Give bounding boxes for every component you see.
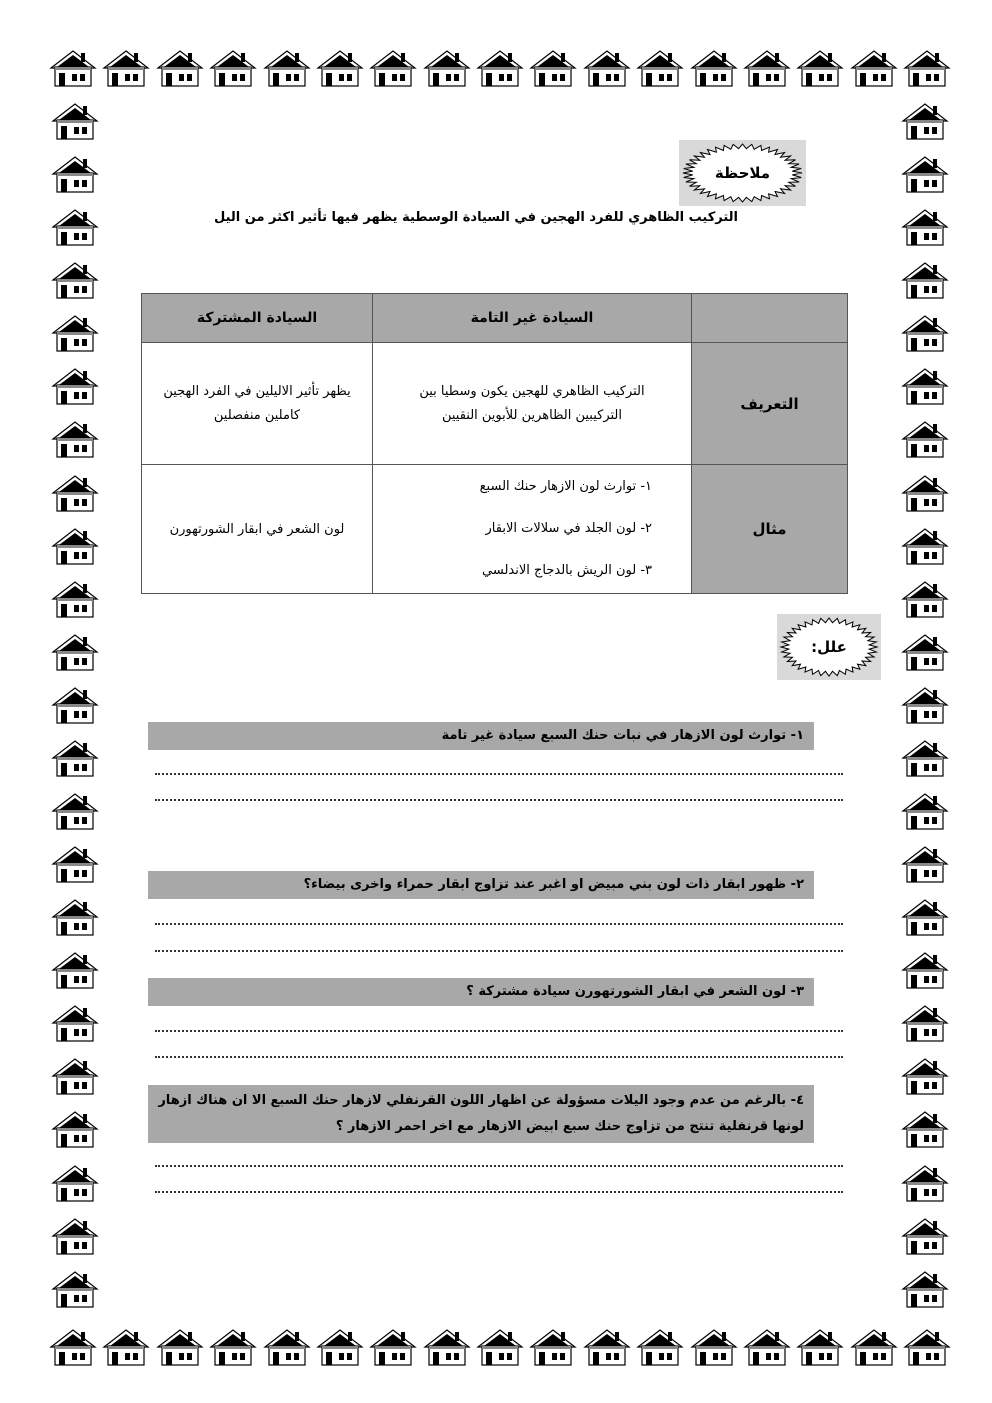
house-icon: [900, 365, 950, 407]
border-top: [48, 47, 952, 89]
house-icon: [900, 949, 950, 991]
house-icon: [50, 1215, 100, 1257]
house-icon: [528, 1326, 578, 1368]
house-icon: [900, 100, 950, 142]
house-icon: [849, 1326, 899, 1368]
house-icon: [900, 472, 950, 514]
house-icon: [50, 896, 100, 938]
answer-line[interactable]: [155, 1191, 843, 1193]
answer-line[interactable]: [155, 1165, 843, 1167]
house-icon: [900, 737, 950, 779]
house-icon: [900, 684, 950, 726]
explain-badge: [777, 614, 881, 680]
definition-codominance: يظهر تأثير الاليلين في الفرد الهجين كاملين منفصلين: [142, 343, 373, 465]
house-icon: [900, 631, 950, 673]
house-icon: [50, 684, 100, 726]
house-icon: [368, 1326, 418, 1368]
note-badge: [679, 140, 806, 206]
answer-line[interactable]: [155, 799, 843, 801]
note-text: التركيب الظاهري للفرد الهجين في السيادة الوسطية يظهر فيها تأثير اكثر من اليل: [214, 210, 738, 225]
house-icon: [50, 1268, 100, 1310]
example-list: [374, 466, 690, 592]
house-icon: [50, 843, 100, 885]
house-icon: [902, 1326, 952, 1368]
house-icon: [48, 1326, 98, 1368]
house-icon: [368, 47, 418, 89]
example-codominance: لون الشعر في ابقار الشورتهورن: [142, 465, 373, 594]
house-icon: [50, 949, 100, 991]
answer-line[interactable]: [155, 773, 843, 775]
house-icon: [582, 1326, 632, 1368]
house-icon: [689, 47, 739, 89]
house-icon: [50, 365, 100, 407]
house-icon: [635, 47, 685, 89]
house-icon: [635, 1326, 685, 1368]
house-icon: [208, 47, 258, 89]
house-icon: [849, 47, 899, 89]
example-row: [142, 465, 848, 594]
house-icon: [900, 1162, 950, 1204]
house-icon: [582, 47, 632, 89]
example-incomplete: [373, 465, 692, 594]
house-icon: [50, 1055, 100, 1097]
border-left: [50, 100, 102, 1310]
border-bottom: [48, 1326, 952, 1368]
house-icon: [50, 578, 100, 620]
definition-label: التعريف: [692, 343, 848, 465]
house-icon: [50, 525, 100, 567]
house-icon: [315, 1326, 365, 1368]
example-label: مثال: [692, 465, 848, 594]
house-icon: [50, 418, 100, 460]
house-icon: [101, 47, 151, 89]
house-icon: [900, 1002, 950, 1044]
house-icon: [50, 1108, 100, 1150]
house-icon: [900, 418, 950, 460]
definition-incomplete: التركيب الظاهري للهجين يكون وسطيا بين التركيبين الظاهرين للأبوين النقيين: [373, 343, 692, 465]
question-1: ١- توارث لون الازهار في نبات حنك السبع سيادة غير تامة: [148, 722, 814, 750]
house-icon: [900, 790, 950, 832]
house-icon: [50, 259, 100, 301]
house-icon: [50, 1002, 100, 1044]
house-icon: [689, 1326, 739, 1368]
house-icon: [50, 153, 100, 195]
house-icon: [528, 47, 578, 89]
house-icon: [422, 1326, 472, 1368]
question-4: ٤- بالرغم من عدم وجود اليلات مسؤولة عن اظهار اللون القرنفلي لازهار حنك السبع الا ان هناك ازهار لونها قرنفلية تنتج من تزاوج حنك سبع ابيض الازهار مع اخر احمر الازهار ؟: [148, 1085, 814, 1143]
house-icon: [900, 1215, 950, 1257]
header-incomplete-dominance: السيادة غير التامة: [373, 294, 692, 343]
house-icon: [795, 1326, 845, 1368]
house-icon: [900, 1055, 950, 1097]
house-icon: [475, 47, 525, 89]
house-icon: [900, 206, 950, 248]
house-icon: [155, 1326, 205, 1368]
house-icon: [50, 472, 100, 514]
house-icon: [50, 1162, 100, 1204]
list-item: ٣- لون الريش بالدجاج الاندلسي: [482, 563, 652, 578]
house-icon: [900, 843, 950, 885]
answer-line[interactable]: [155, 1056, 843, 1058]
house-icon: [155, 47, 205, 89]
house-icon: [742, 1326, 792, 1368]
house-icon: [900, 259, 950, 301]
list-item: ١- توارث لون الازهار حنك السبع: [479, 479, 652, 494]
table-header-row: [142, 294, 848, 343]
header-blank: [692, 294, 848, 343]
house-icon: [262, 1326, 312, 1368]
house-icon: [900, 525, 950, 567]
house-icon: [50, 631, 100, 673]
house-icon: [900, 312, 950, 354]
note-badge-label: ملاحظة: [714, 164, 771, 182]
house-icon: [900, 578, 950, 620]
answer-line[interactable]: [155, 950, 843, 952]
house-icon: [902, 47, 952, 89]
comparison-table: [141, 293, 848, 594]
answer-line[interactable]: [155, 1030, 843, 1032]
house-icon: [208, 1326, 258, 1368]
house-icon: [50, 206, 100, 248]
house-icon: [900, 896, 950, 938]
border-right: [900, 100, 952, 1310]
house-icon: [422, 47, 472, 89]
house-icon: [50, 100, 100, 142]
house-icon: [900, 153, 950, 195]
house-icon: [742, 47, 792, 89]
house-icon: [50, 737, 100, 779]
house-icon: [50, 312, 100, 354]
house-icon: [475, 1326, 525, 1368]
list-item: ٢- لون الجلد في سلالات الابقار: [485, 521, 652, 536]
house-icon: [900, 1268, 950, 1310]
header-codominance: السيادة المشتركة: [142, 294, 373, 343]
house-icon: [900, 1108, 950, 1150]
explain-badge-label: علل:: [811, 638, 847, 656]
definition-row: [142, 343, 848, 465]
question-2: ٢- ظهور ابقار ذات لون بني مبيض او اغبر عند تزاوج ابقار حمراء واخرى بيضاء؟: [148, 871, 814, 899]
house-icon: [795, 47, 845, 89]
house-icon: [101, 1326, 151, 1368]
question-3: ٣- لون الشعر في ابقار الشورتهورن سيادة مشتركة ؟: [148, 978, 814, 1006]
house-icon: [262, 47, 312, 89]
house-icon: [50, 790, 100, 832]
house-icon: [315, 47, 365, 89]
answer-line[interactable]: [155, 923, 843, 925]
house-icon: [48, 47, 98, 89]
